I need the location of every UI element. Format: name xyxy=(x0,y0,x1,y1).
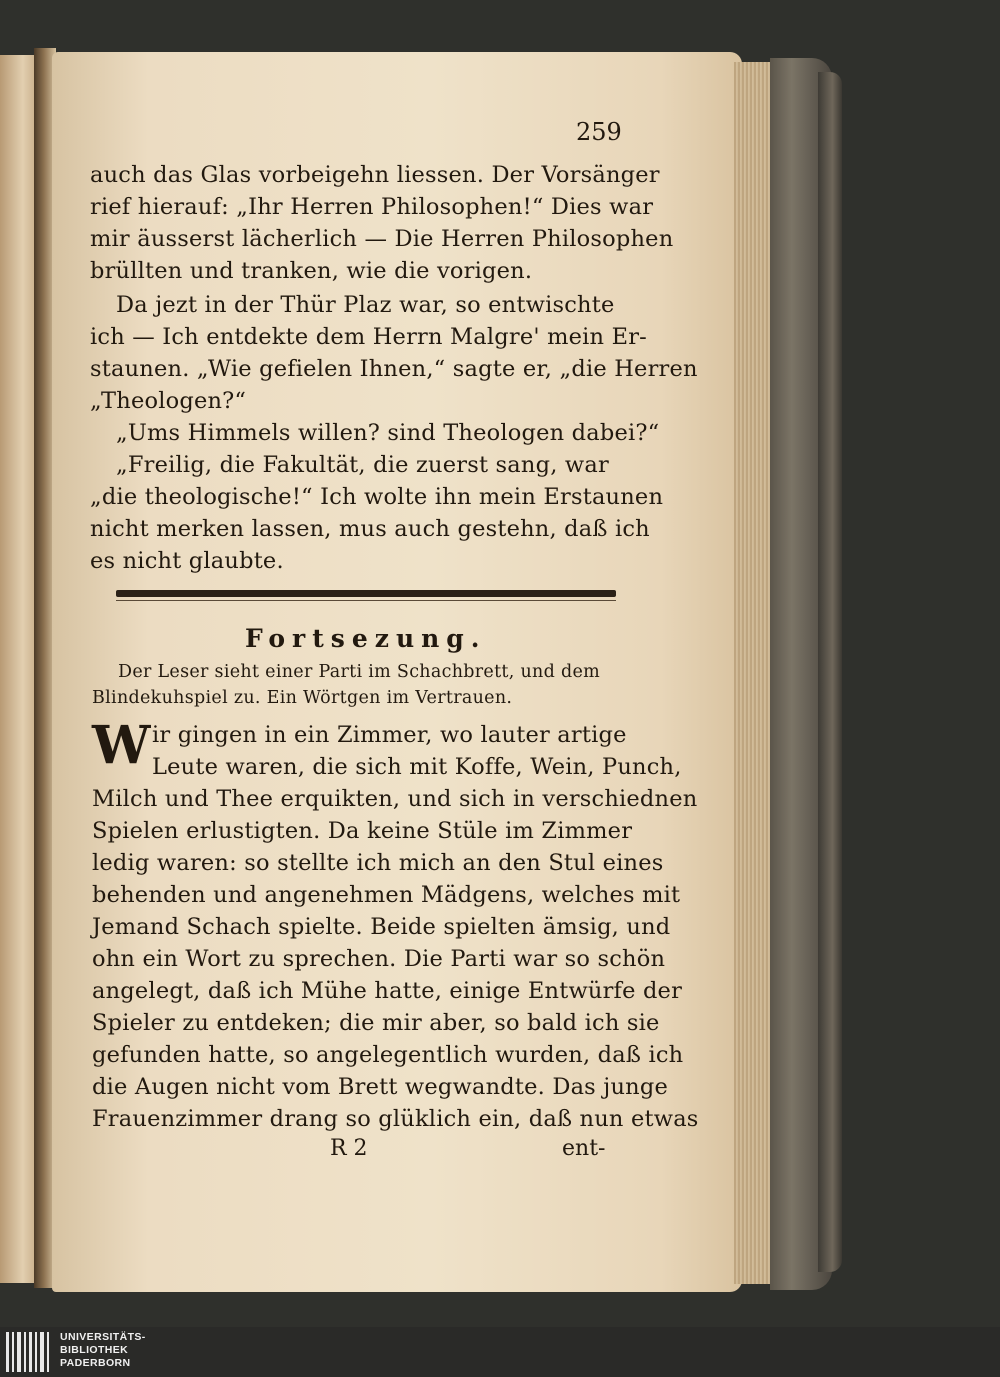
text-line: ir gingen in ein Zimmer, wo lauter artige xyxy=(152,722,627,748)
text-line: Spieler zu entdeken; die mir aber, so bald ich sie xyxy=(92,1010,660,1036)
text-line: „Theologen?“ xyxy=(90,388,247,414)
text-line: mir äusserst lächerlich — Die Herren Philosophen xyxy=(90,226,674,252)
library-logo-icon xyxy=(6,1332,52,1372)
text-line: behenden und angenehmen Mädgens, welches mit xyxy=(92,882,681,908)
text-line: ich — Ich entdekte dem Herrn Malgre' mein Er- xyxy=(90,324,647,350)
text-line: Frauenzimmer drang so glüklich ein, daß nun etwas xyxy=(92,1106,699,1132)
text-line: nicht merken lassen, mus auch gestehn, daß ich xyxy=(90,516,650,542)
text-line: „Ums Himmels willen? sind Theologen dabei?“ xyxy=(116,420,660,446)
library-footer xyxy=(0,1327,1000,1377)
text-line: angelegt, daß ich Mühe hatte, einige Entwürfe der xyxy=(92,978,683,1004)
left-page-edge xyxy=(0,55,38,1283)
section-heading: Fortsezung. xyxy=(245,624,487,653)
text-line: es nicht glaubte. xyxy=(90,548,284,574)
section-divider-thin xyxy=(116,600,616,601)
text-line: Da jezt in der Thür Plaz war, so entwischte xyxy=(116,292,615,318)
text-line: Jemand Schach spielte. Beide spielten ämsig, und xyxy=(92,914,671,940)
text-line: „Freilig, die Fakultät, die zuerst sang, war xyxy=(116,452,609,478)
signature-mark: R 2 xyxy=(330,1136,368,1161)
library-name-line: PADERBORN xyxy=(60,1357,131,1369)
text-line: Leute waren, die sich mit Koffe, Wein, Punch, xyxy=(152,754,682,780)
page-number: 259 xyxy=(576,118,622,146)
section-divider xyxy=(116,590,616,597)
chapter-summary-line: Blindekuhspiel zu. Ein Wörtgen im Vertrauen. xyxy=(92,688,513,708)
text-line: auch das Glas vorbeigehn liessen. Der Vorsänger xyxy=(90,162,660,188)
catchword: ent- xyxy=(562,1136,606,1161)
text-line: ohn ein Wort zu sprechen. Die Parti war so schön xyxy=(92,946,666,972)
text-line: ledig waren: so stellte ich mich an den Stul eines xyxy=(92,850,664,876)
text-line: Milch und Thee erquikten, und sich in verschiednen xyxy=(92,786,698,812)
text-line: staunen. „Wie gefielen Ihnen,“ sagte er, „die Herren xyxy=(90,356,698,382)
page-block-edge xyxy=(734,62,772,1284)
book-cover-lip xyxy=(818,72,842,1272)
text-line: „die theologische!“ Ich wolte ihn mein Erstaunen xyxy=(90,484,664,510)
text-line: rief hierauf: „Ihr Herren Philosophen!“ Dies war xyxy=(90,194,654,220)
chapter-summary-line: Der Leser sieht einer Parti im Schachbrett, und dem xyxy=(118,662,601,682)
drop-cap: W xyxy=(92,715,151,776)
text-line: brüllten und tranken, wie die vorigen. xyxy=(90,258,533,284)
library-name-line: BIBLIOTHEK xyxy=(60,1344,129,1356)
text-line: Spielen erlustigten. Da keine Stüle im Zimmer xyxy=(92,818,633,844)
library-name-line: UNIVERSITÄTS- xyxy=(60,1331,146,1343)
text-line: die Augen nicht vom Brett wegwandte. Das junge xyxy=(92,1074,668,1100)
text-line: gefunden hatte, so angelegentlich wurden, daß ich xyxy=(92,1042,684,1068)
